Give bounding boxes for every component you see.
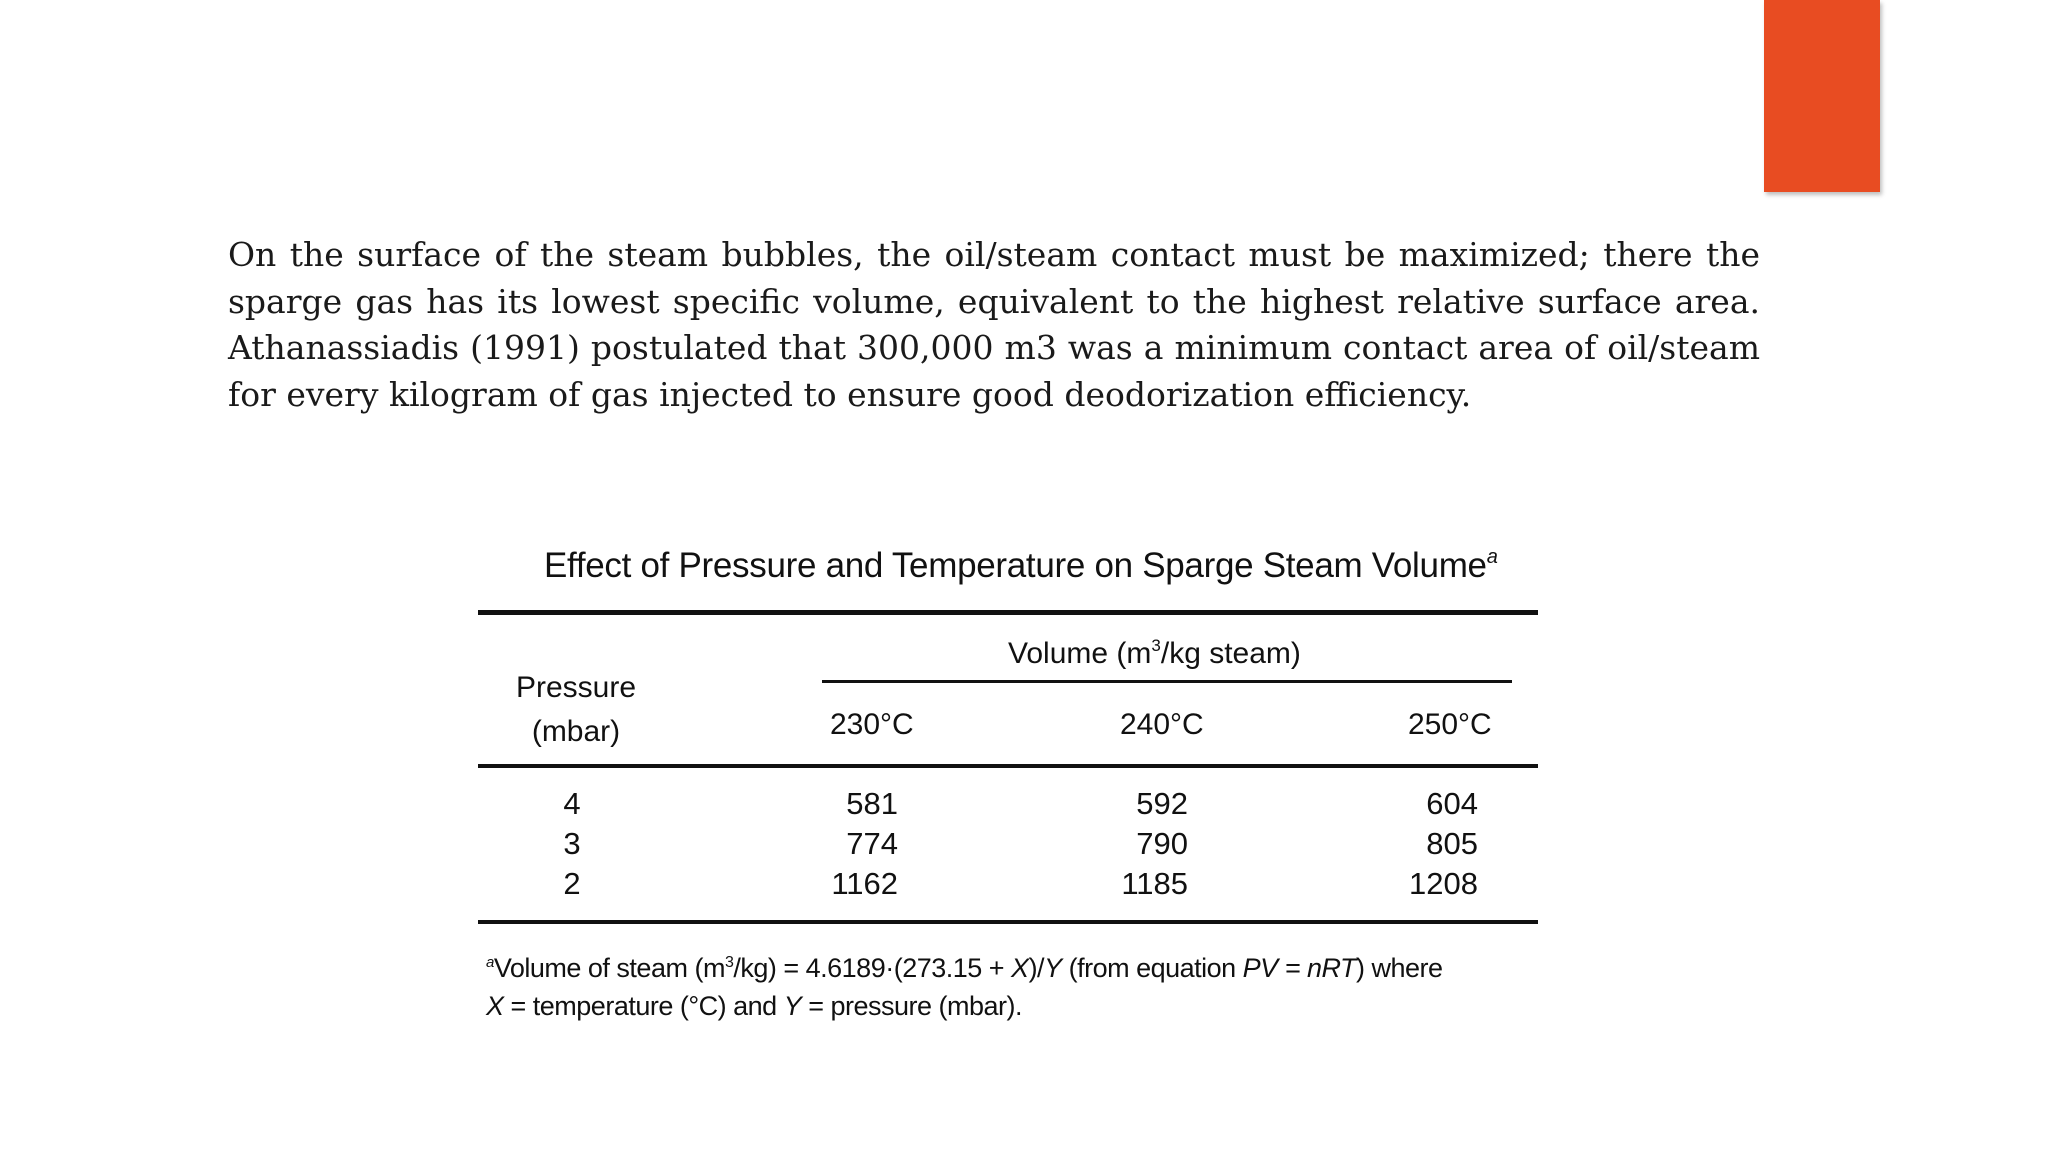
table-cell: 1162 <box>831 866 898 901</box>
table-cell: 1208 <box>1409 866 1478 901</box>
table-row-pressure: 4 <box>563 786 581 821</box>
table-cell: 790 <box>1136 826 1188 861</box>
table-cell: 592 <box>1136 786 1188 821</box>
table-row-pressure: 3 <box>563 826 581 861</box>
title-footnote-mark: a <box>1486 546 1498 568</box>
table-cell: 604 <box>1426 786 1478 821</box>
column-header-240: 240°C <box>1120 708 1204 741</box>
body-paragraph: On the surface of the steam bubbles, the oil/steam contact must be maximized; there the sparge gas has its lowest specific volume, equivalent to the highest relative surface area. Athanassiadis (1991) postulated that 300,000 m3 was a minimum contact area of oil/steam for every kilogram of gas injected to ensure good deodorization efficiency. <box>228 235 1760 414</box>
volume-group-header: Volume ($m^3/kg$ steam) <box>1008 636 1301 670</box>
column-header-250: 250°C <box>1408 708 1492 741</box>
table-cell: 774 <box>846 826 898 861</box>
accent-bar <box>1764 0 1880 192</box>
pressure-header: Pressure (mbar) <box>515 671 637 748</box>
table-header-rule <box>478 764 1538 768</box>
table-row-pressure: 2 <box>563 866 581 901</box>
table-cell: 581 <box>846 786 898 821</box>
table-cell: 1185 <box>1121 866 1188 901</box>
table-bottom-rule <box>478 920 1538 924</box>
footnote-line-2: X = temperature (°C) and Y = pressure (mbar). <box>486 991 1023 1021</box>
table-footnote <box>486 944 1556 1025</box>
table-title: Effect of Pressure and Temperature on Sparge Steam Volume$^a$ <box>544 546 1498 585</box>
table-top-rule <box>478 610 1538 615</box>
group-header-rule <box>822 680 1512 683</box>
table-cell: 805 <box>1426 826 1478 861</box>
column-header-230: 230°C <box>830 708 914 741</box>
footnote-line-1: $^a$Volume of steam $(m^3/kg) = 4.6189\cdot(273.15 + X)/Y$ (from equation PV = nRT) where <box>486 953 1443 983</box>
